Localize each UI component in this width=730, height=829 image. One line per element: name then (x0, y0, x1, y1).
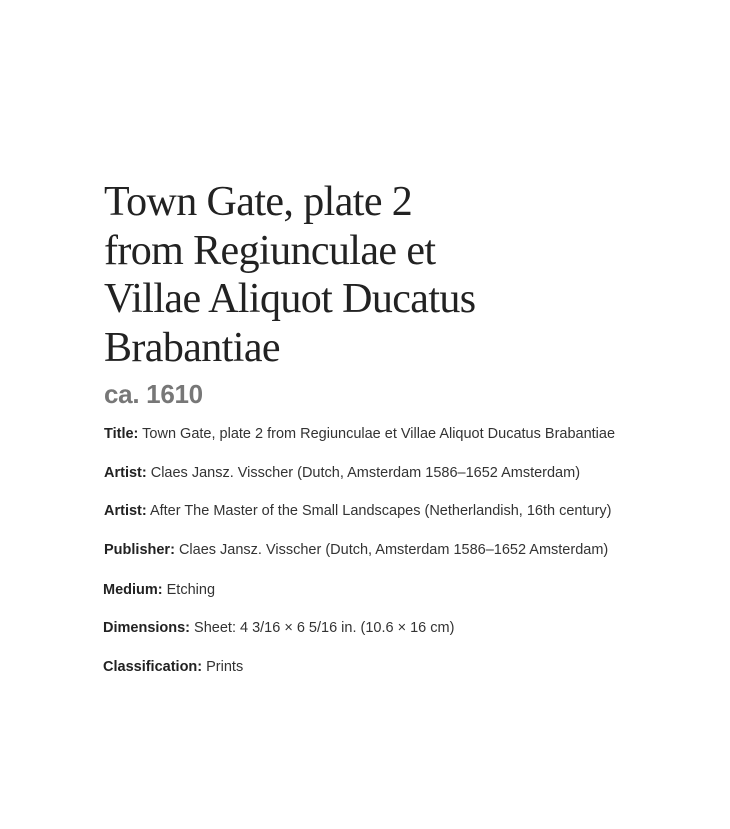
object-title (104, 178, 504, 372)
detail-classification-row (103, 657, 704, 677)
detail-label: Artist: (104, 503, 147, 519)
detail-label: Publisher: (104, 541, 175, 558)
detail-value: Town Gate, plate 2 from Regiunculae et Villae Aliquot Ducatus Brabantiae (142, 426, 616, 442)
object-title-line: from Regiunculae et (104, 227, 436, 274)
object-physical-list (103, 580, 704, 677)
detail-publisher-row (104, 540, 704, 560)
detail-artist-row (104, 501, 704, 521)
detail-label: Title: (104, 426, 139, 442)
object-title-line: Villae Aliquot Ducatus (104, 276, 476, 322)
detail-label: Artist: (104, 464, 147, 481)
detail-medium-row (103, 580, 704, 600)
detail-dimensions-row (103, 618, 704, 638)
detail-value: Claes Jansz. Visscher (Dutch, Amsterdam 1586–1652 Amsterdam) (178, 541, 609, 558)
detail-label: Medium: (103, 581, 163, 598)
detail-title-row (104, 424, 704, 444)
detail-value: Claes Jansz. Visscher (Dutch, Amsterdam 1586–1652 Amsterdam) (150, 464, 581, 481)
detail-label: Dimensions: (103, 620, 191, 636)
detail-value: Prints (206, 658, 244, 675)
object-details-list (104, 424, 704, 560)
object-title-line: Brabantiae (104, 324, 280, 371)
detail-value: Etching (166, 581, 216, 598)
object-date: ca. 1610 (104, 379, 203, 409)
object-title-line: Town Gate, plate 2 (104, 179, 413, 225)
detail-value: After The Master of the Small Landscapes (Netherlandish, 16th century) (149, 503, 612, 519)
detail-label: Classification: (103, 658, 203, 675)
detail-value: Sheet: 4 3/16 × 6 5/16 in. (10.6 × 16 cm) (194, 620, 455, 636)
detail-artist-row (104, 463, 704, 483)
object-info (104, 178, 704, 695)
